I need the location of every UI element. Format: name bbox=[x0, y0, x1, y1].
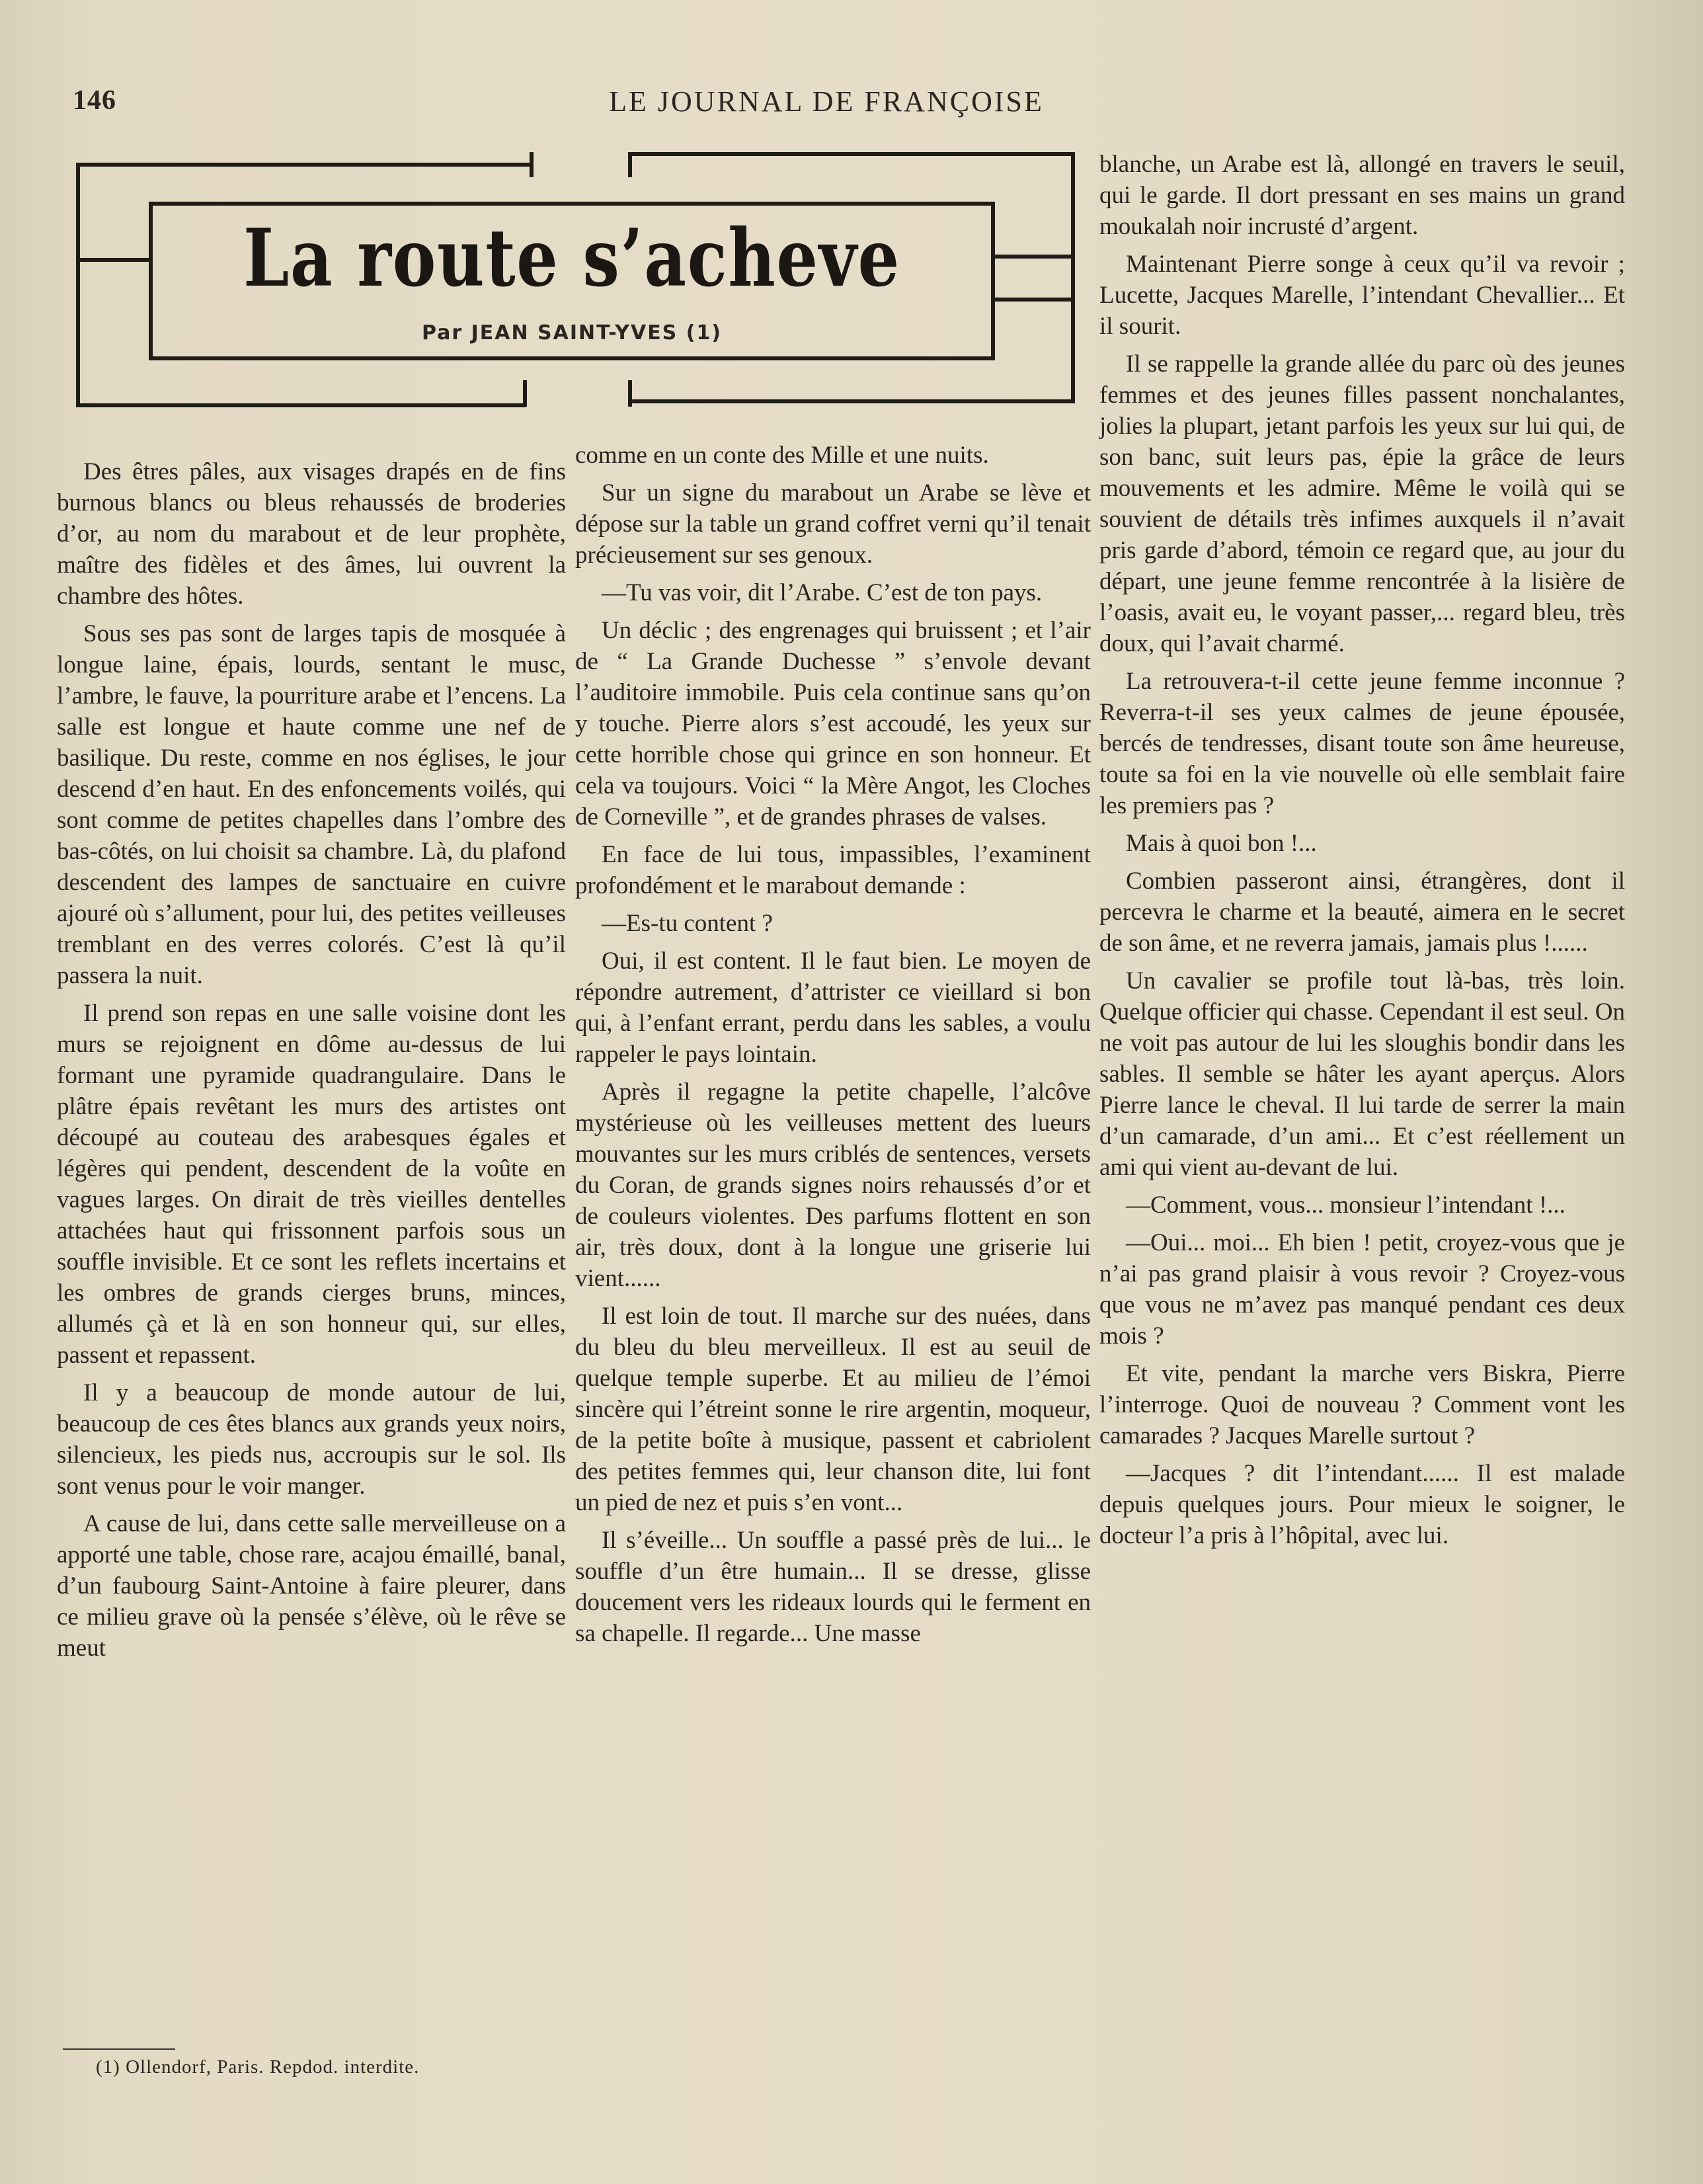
page-number: 146 bbox=[73, 85, 116, 116]
paragraph: Oui, il est content. Il le faut bien. Le moyen de répondre autrement, d’attrister ce vieillard si bon qui, à l’enfant errant, perdu dans les sables, a voulu rappeler le pays lointain. bbox=[575, 948, 1091, 1068]
paragraph: La retrouvera-t-il cette jeune femme inconnue ? Reverra-t-il ses yeux calmes de jeune épousée, bercés de tendresses, disant toute son âme heureuse, toute sa foi en la vie nouvelle où elle semblait faire les premiers pas ? bbox=[1099, 668, 1625, 819]
paragraph: —Oui... moi... Eh bien ! petit, croyez-vous que je n’ai pas grand plaisir à vous revoir ? Croyez-vous que vous ne m’avez pas manqué pendant ces deux mois ? bbox=[1099, 1229, 1625, 1350]
paragraph: —Jacques ? dit l’intendant...... Il est malade depuis quelques jours. Pour mieux le soigner, le docteur l’a pris à l’hôpital, avec lui. bbox=[1099, 1460, 1625, 1549]
paragraph: Sur un signe du marabout un Arabe se lève et dépose sur la table un grand coffret verni qu’il tenait précieusement sur ses genoux. bbox=[575, 479, 1091, 569]
article-title: La route s’acheve bbox=[243, 212, 900, 305]
paragraph: Maintenant Pierre songe à ceux qu’il va revoir ; Lucette, Jacques Marelle, l’intendant Chevallier... Et il sourit. bbox=[1099, 251, 1625, 340]
article-byline: Par JEAN SAINT-YVES (1) bbox=[421, 321, 723, 344]
paragraph: —Es-tu content ? bbox=[602, 910, 773, 937]
paragraph: Sous ses pas sont de larges tapis de mosquée à longue laine, épais, lourds, sentant le musc, l’ambre, le fauve, la pourriture arabe et l’encens. La salle est longue et haute comme une nef de basilique. Du reste, comme en nos églises, le jour descend d’en haut. En des enfoncements voilés, qui sont comme de petites chapelles dans l’ombre des bas-côtés, on lui choisit sa chambre. Là, du plafond descendent des lampes de sanctuaire en cuivre ajouré où s’allument, pour lui, des petites veilleuses tremblant en des verres colorés. C’est là qu’il passera la nuit. bbox=[57, 620, 566, 989]
paragraph: En face de lui tous, impassibles, l’examinent profondément et le marabout demande : bbox=[575, 841, 1091, 899]
text-column-2 bbox=[575, 440, 1091, 1656]
paragraph: Combien passeront ainsi, étrangères, dont il percevra le charme et la beauté, aimera en le secret de son âme, et ne reverra jamais, jamais plus !...... bbox=[1099, 868, 1625, 957]
paragraph: Il s’éveille... Un souffle a passé près de lui... le souffle d’un être humain... Il se dresse, glisse doucement vers les rideaux lourds qui le ferment en sa chapelle. Il regarde... Une masse bbox=[575, 1527, 1091, 1647]
paragraph: Mais à quoi bon !... bbox=[1126, 830, 1317, 857]
paragraph: Un cavalier se profile tout là-bas, très loin. Quelque officier qui chasse. Cependant il est seul. On ne voit pas autour de lui les sloughis bondir dans les sables. Il semble se hâter les ayant aperçus. Alors Pierre lance le cheval. Il lui tarde de serrer la main d’un camarade, d’un ami... Et c’est réellement un ami qui vient au-devant de lui. bbox=[1099, 967, 1625, 1181]
paragraph: Il prend son repas en une salle voisine dont les murs se rejoignent en dôme au-dessus de lui formant une pyramide quadrangulaire. Dans le plâtre épais revêtant les murs des artistes ont découpé au couteau des arabesques égales et légères qui pendent, descendent de la voûte en vagues larges. On dirait de très vieilles dentelles attachées haut qui frissonnent parfois sous un souffle invisible. Et ce sont les reflets incertains et les ombres de grands cierges bruns, minces, allumés çà et là en son honneur qui, sur elles, passent et repassent. bbox=[57, 1000, 566, 1369]
paragraph: Il est loin de tout. Il marche sur des nuées, dans du bleu du bleu merveilleux. Il est au seuil de quelque temple superbe. Et au milieu de l’émoi sincère qui l’étreint sonne le rire argentin, moqueur, de la petite boîte à musique, passent et cabriolent des petites femmes qui, leur chanson dite, lui font un pied de nez et puis s’en vont... bbox=[575, 1303, 1091, 1516]
paragraph: comme en un conte des Mille et une nuits. bbox=[575, 442, 989, 469]
journal-title: LE JOURNAL DE FRANÇOISE bbox=[609, 85, 1044, 118]
paragraph: A cause de lui, dans cette salle merveilleuse on a apporté une table, chose rare, acajou émaillé, banal, d’un faubourg Saint-Antoine à faire pleurer, dans ce milieu grave où la pensée s’élève, où le rêve se meut bbox=[57, 1510, 566, 1662]
paragraph: Après il regagne la petite chapelle, l’alcôve mystérieuse où les veilleuses mettent des lueurs mouvantes sur les murs criblés de sentences, versets du Coran, de grands signes noirs rehaussés d’or et de couleurs violentes. Des parfums flottent en son air, très doux, dont à la longue une griserie lui vient...... bbox=[575, 1078, 1091, 1292]
paragraph: blanche, un Arabe est là, allongé en travers le seuil, qui le garde. Il dort pressant en ses mains un grand moukalah noir incrusté d’argent. bbox=[1099, 151, 1625, 240]
paragraph: Des êtres pâles, aux visages drapés en de fins burnous blancs ou bleus rehaussés de broderies d’or, au nom du marabout et de leur prophète, maître des fidèles et des âmes, lui ouvrent la chambre des hôtes. bbox=[57, 458, 566, 610]
page-header bbox=[73, 85, 1580, 124]
paragraph: —Tu vas voir, dit l’Arabe. C’est de ton pays. bbox=[602, 579, 1043, 606]
paragraph: —Comment, vous... monsieur l’intendant !... bbox=[1126, 1192, 1565, 1219]
paragraph: Il y a beaucoup de monde autour de lui, beaucoup de ces êtes blancs aux grands yeux noirs, silencieux, les pieds nus, accroupis sur le sol. Ils sont venus pour le voir manger. bbox=[57, 1379, 566, 1500]
footnote: (1) Ollendorf, Paris. Repdod. interdite. bbox=[96, 2056, 420, 2078]
paragraph: Il se rappelle la grande allée du parc où des jeunes femmes et des jeunes filles passent nonchalantes, jolies la plupart, jetant parfois les yeux sur lui qui, de son banc, suit leurs pas, épie la grâce de leurs mouvements et les admire. Même le voilà qui se souvient de détails très infimes auxquels il n’avait pris garde d’abord, témoin ce regard que, au jour du départ, une jeune femme rencontrée à la lisière de l’oasis, avait eu, le voyant passer,... regard bleu, très doux, qui l’avait charmé. bbox=[1099, 350, 1625, 657]
paragraph: Et vite, pendant la marche vers Biskra, Pierre l’interroge. Quoi de nouveau ? Comment vont les camarades ? Jacques Marelle surtout ? bbox=[1099, 1360, 1625, 1449]
paragraph: Un déclic ; des engrenages qui bruissent ; et l’air de “ La Grande Duchesse ” s’envole devant l’auditoire immobile. Puis cela continue sans qu’on y touche. Pierre alors s’est accoudé, les yeux sur cette horrible chose qui grince en son honneur. Et cela va toujours. Voici “ la Mère Angot, les Cloches de Corneville ”, et de grandes phrases de valses. bbox=[575, 617, 1091, 830]
title-frame bbox=[76, 145, 1074, 417]
text-column-1 bbox=[57, 456, 566, 1670]
footnote-divider bbox=[63, 2048, 175, 2050]
title-inner-box bbox=[149, 202, 995, 360]
text-column-3 bbox=[1099, 149, 1625, 1558]
